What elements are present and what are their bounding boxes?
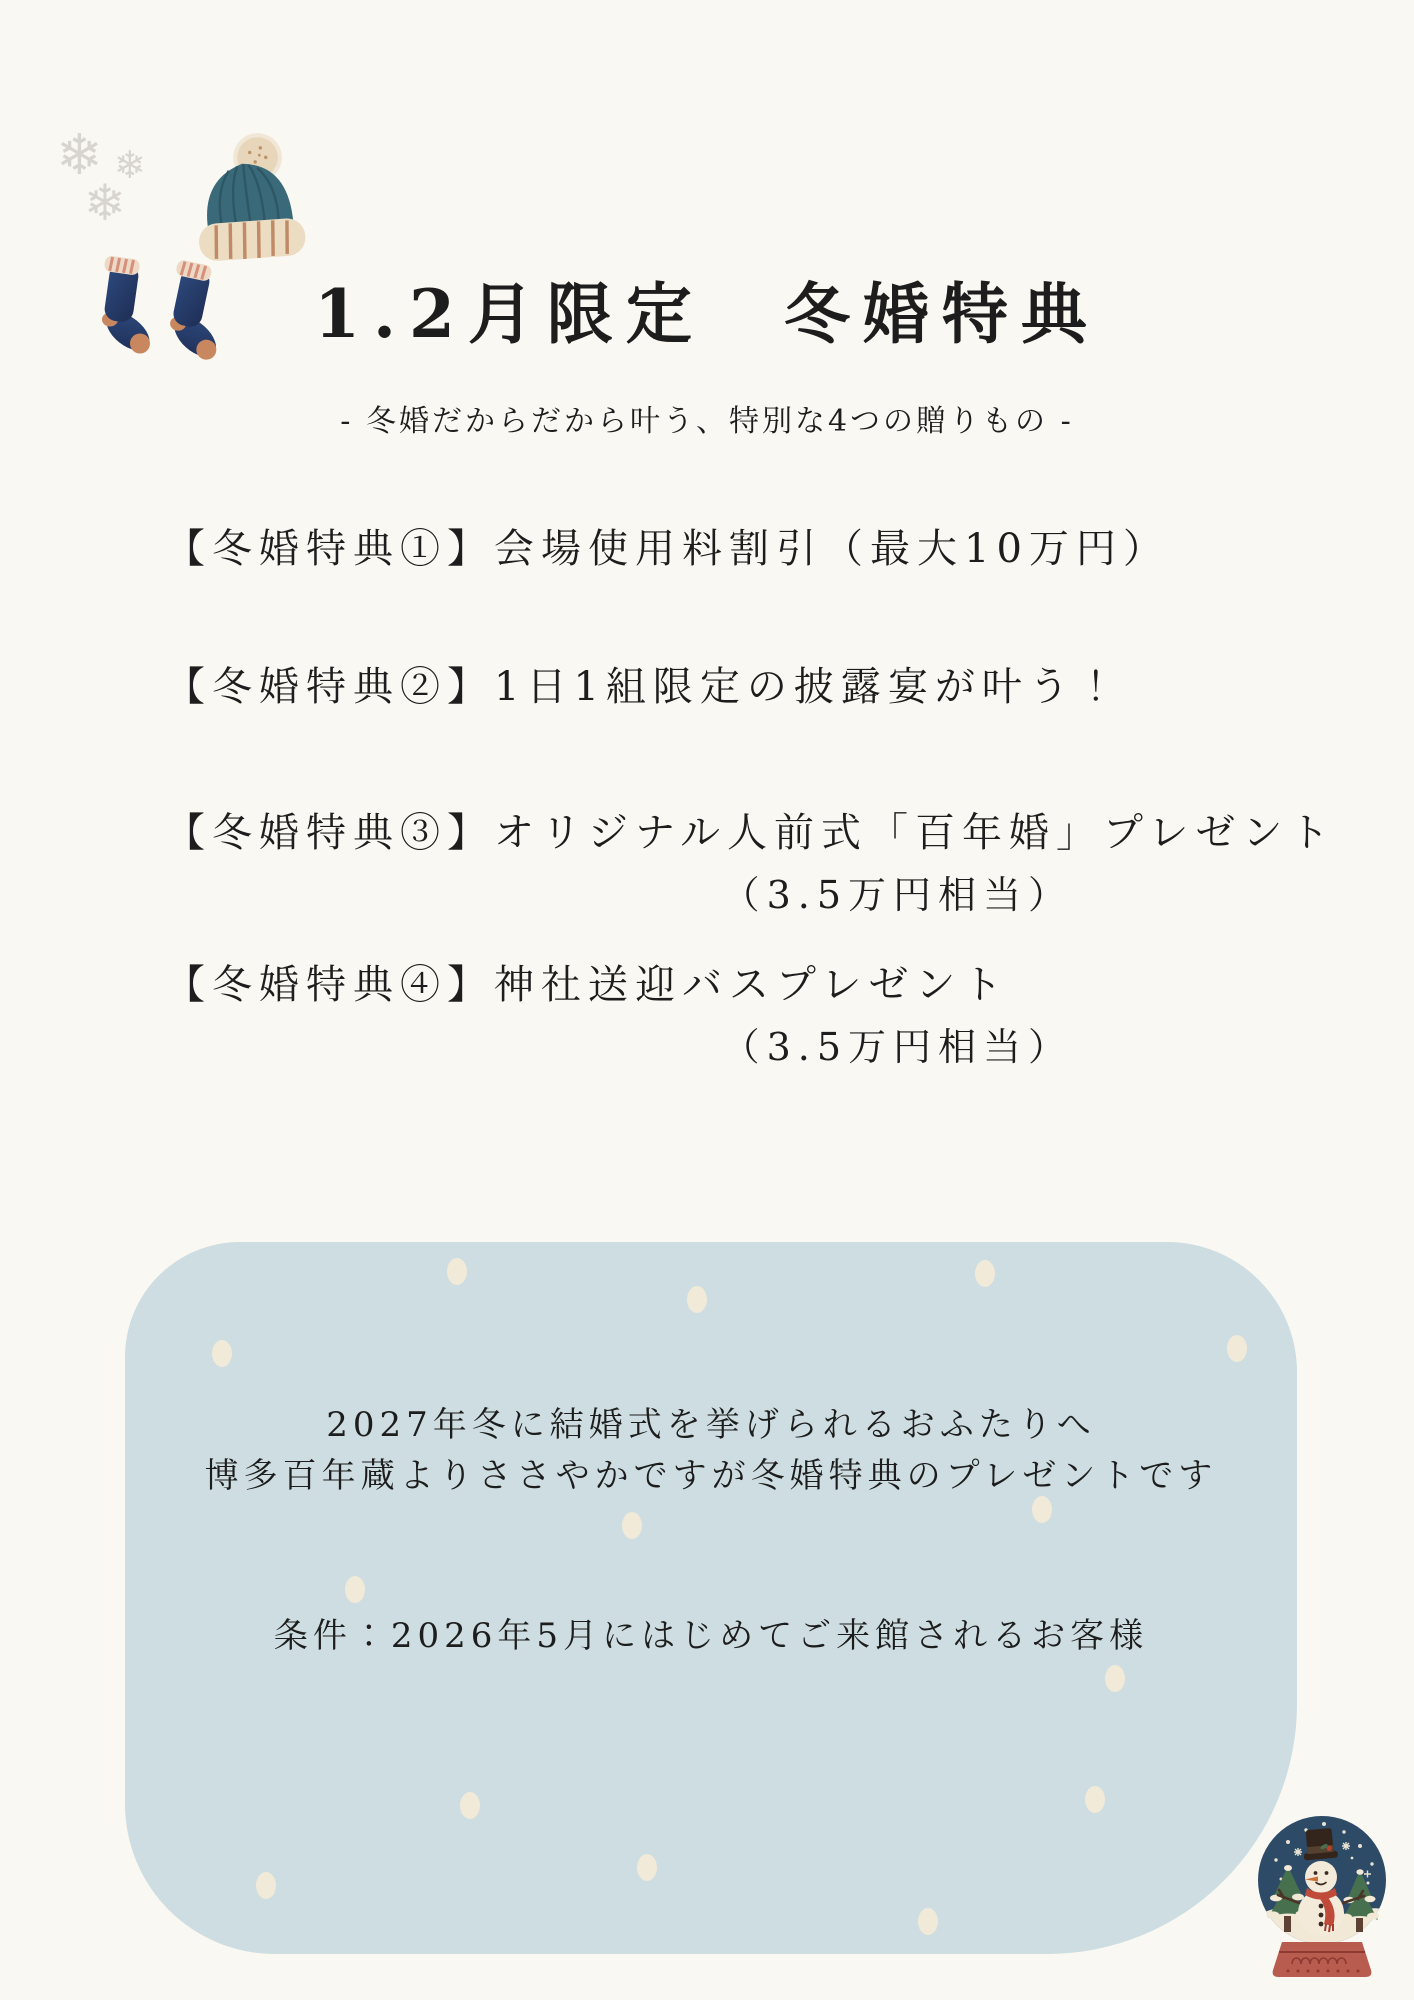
info-box-message	[125, 1400, 1297, 1502]
benefit-note: （3.5万円相当）	[721, 873, 1073, 917]
snow-dot	[447, 1258, 467, 1285]
benefit-line: 【冬婚特典③】オリジナル人前式「百年婚」プレゼント	[165, 810, 1337, 856]
info-box-message-line2: 博多百年蔵よりささやかですが冬婚特典のプレゼントです	[204, 1456, 1218, 1496]
snow-dot	[975, 1260, 995, 1287]
snow-dot	[460, 1792, 480, 1819]
benefit-item-1	[165, 526, 1355, 572]
snow-dot	[212, 1340, 232, 1367]
snow-dot	[345, 1576, 365, 1603]
benefit-item-4	[165, 962, 1355, 1070]
snowflake-icon: ❄	[114, 143, 146, 187]
snow-dot	[1105, 1665, 1125, 1692]
benefit-item-2	[165, 664, 1355, 710]
benefit-line: 【冬婚特典①】会場使用料割引（最大10万円）	[165, 526, 1170, 572]
benefit-line: 【冬婚特典④】神社送迎バスプレゼント	[165, 962, 1010, 1008]
snow-dot	[637, 1854, 657, 1881]
snow-dot	[1227, 1335, 1247, 1362]
snow-dot	[622, 1512, 642, 1539]
page-title: 1.2月限定 冬婚特典	[314, 275, 1100, 353]
info-box-message-line1: 2027年冬に結婚式を挙げられるおふたりへ	[326, 1405, 1096, 1445]
snow-dot	[687, 1286, 707, 1313]
snow-dot	[1085, 1786, 1105, 1813]
snowflake-icon: ❄	[56, 123, 103, 188]
snow-dot	[918, 1908, 938, 1935]
benefit-line: 【冬婚特典②】1日1組限定の披露宴が叶う！	[165, 664, 1123, 710]
snow-dot	[256, 1872, 276, 1899]
info-box	[125, 1242, 1297, 1954]
snow-globe-icon	[1248, 1800, 1398, 1980]
page-subtitle: - 冬婚だからだから叶う、特別な4つの贈りもの -	[340, 404, 1074, 439]
benefit-note: （3.5万円相当）	[721, 1025, 1073, 1069]
info-box-condition: 条件：2026年5月にはじめてご来館されるお客様	[273, 1616, 1149, 1656]
benefit-item-3	[165, 810, 1355, 918]
snowflake-icon: ❄	[84, 174, 126, 232]
